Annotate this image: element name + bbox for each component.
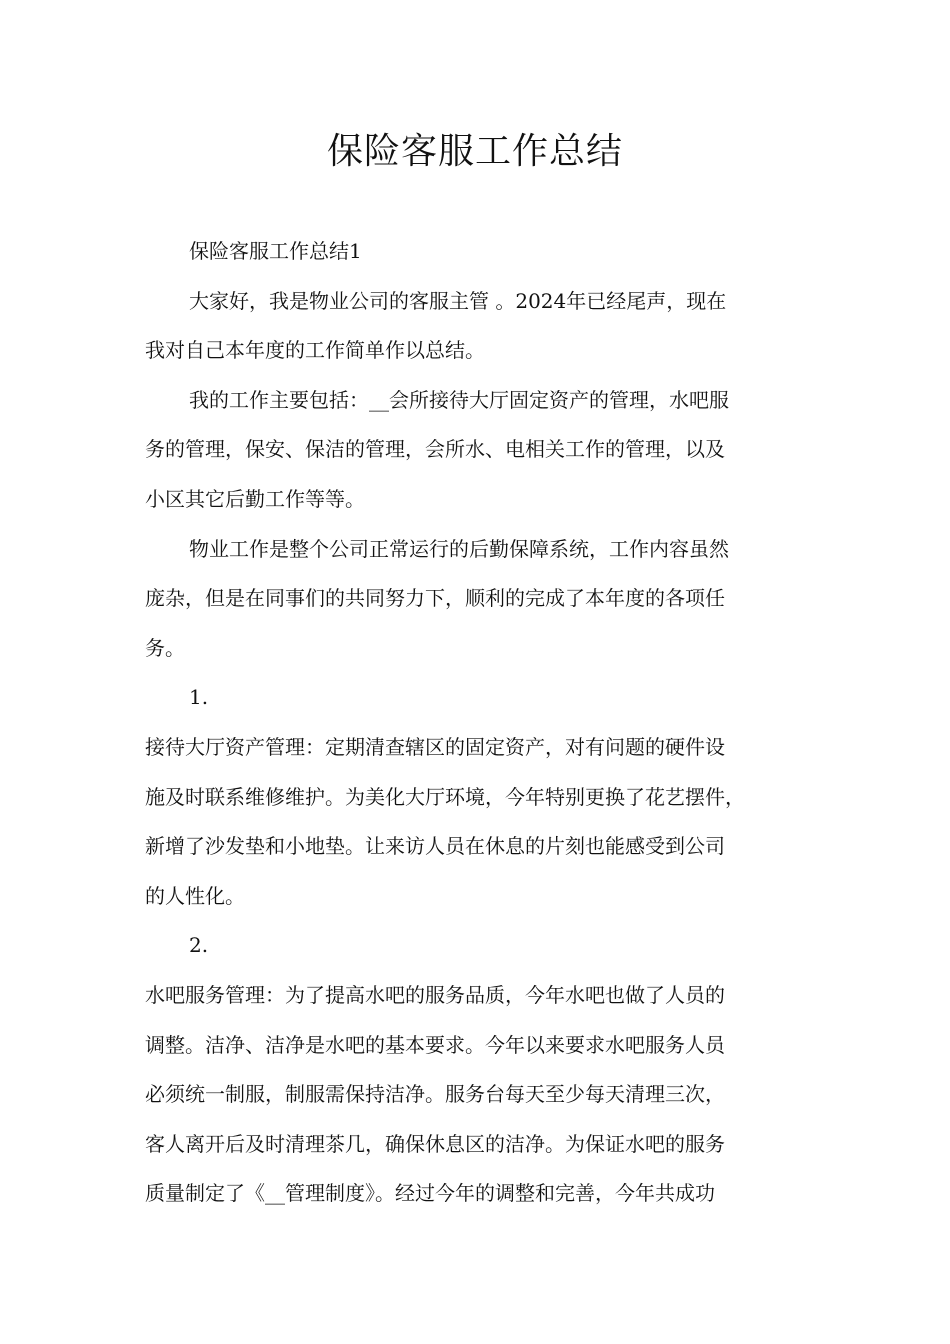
paragraph-line: 调整。洁净、洁净是水吧的基本要求。今年以来要求水吧服务人员 — [145, 1032, 725, 1057]
paragraph-line: 务的管理，保安、保洁的管理，会所水、电相关工作的管理，以及 — [145, 437, 725, 462]
paragraph-line: 我的工作主要包括：__会所接待大厅固定资产的管理，水吧服 — [189, 387, 729, 412]
paragraph-line: 施及时联系维修维护。为美化大厅环境，今年特别更换了花艺摆件， — [145, 784, 745, 809]
paragraph-line: 必须统一制服，制服需保持洁净。服务台每天至少每天清理三次， — [145, 1082, 725, 1107]
paragraph-line: 新增了沙发垫和小地垫。让来访人员在休息的片刻也能感受到公司 — [145, 834, 725, 859]
document-title: 保险客服工作总结 — [326, 131, 623, 172]
list-number: 2. — [189, 933, 209, 958]
paragraph-line: 大家好，我是物业公司的客服主管 。2024年已经尾声，现在 — [189, 288, 727, 313]
paragraph-line: 水吧服务管理：为了提高水吧的服务品质，今年水吧也做了人员的 — [145, 982, 725, 1007]
document-body — [145, 227, 811, 1219]
section-heading: 保险客服工作总结1 — [189, 239, 362, 263]
paragraph-line: 小区其它后勤工作等等。 — [145, 486, 365, 511]
paragraph-line: 的人性化。 — [145, 883, 245, 908]
list-number: 1. — [189, 685, 209, 710]
paragraph-line: 质量制定了《__管理制度》。经过今年的调整和完善，今年共成功 — [145, 1181, 715, 1206]
paragraph-line: 务。 — [145, 635, 185, 660]
paragraph-line: 客人离开后及时清理茶几，确保休息区的洁净。为保证水吧的服务 — [145, 1131, 725, 1156]
paragraph-line: 接待大厅资产管理：定期清查辖区的固定资产，对有问题的硬件设 — [145, 734, 725, 759]
paragraph-line: 我对自己本年度的工作简单作以总结。 — [145, 338, 485, 363]
paragraph-line: 物业工作是整个公司正常运行的后勤保障系统，工作内容虽然 — [189, 536, 729, 561]
paragraph-line: 庞杂，但是在同事们的共同努力下，顺利的完成了本年度的各项任 — [145, 586, 725, 611]
